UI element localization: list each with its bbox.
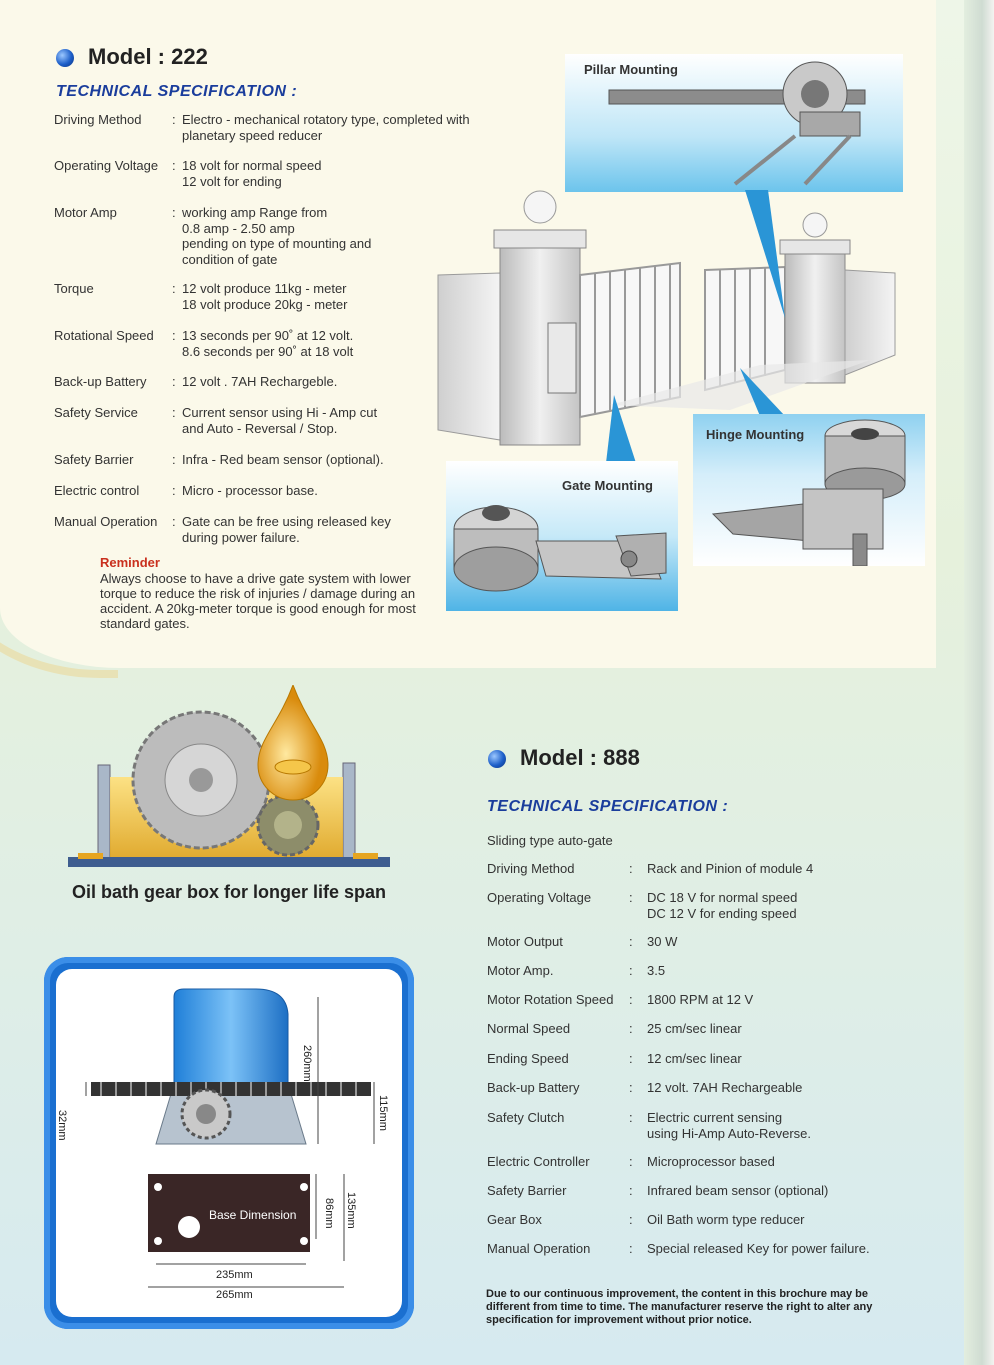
spec-value: Electric current sensing <box>647 1110 783 1125</box>
spec-label: Operating Voltage <box>487 890 592 905</box>
dim-32: 32mm <box>56 1110 68 1141</box>
spec-colon: : <box>629 1080 633 1095</box>
spec-label: Driving Method <box>487 861 575 876</box>
model-888-title-text: Model : 888 <box>520 745 640 770</box>
spec-colon: : <box>629 934 633 949</box>
dim-235: 235mm <box>216 1269 253 1281</box>
spec-label: Back-up Battery <box>54 374 147 389</box>
spec-colon: : <box>172 405 176 420</box>
spec-label: Rotational Speed <box>54 328 154 343</box>
spec-label: Safety Clutch <box>487 1110 565 1125</box>
reminder-title: Reminder <box>100 555 160 570</box>
spec-label: Normal Speed <box>487 1021 571 1036</box>
spec-colon: : <box>172 483 176 498</box>
dimension-diagram <box>56 969 402 1317</box>
spec-value: and Auto - Reversal / Stop. <box>182 420 338 436</box>
spec-value: 0.8 amp - 2.50 amp <box>182 220 295 236</box>
spec-colon: : <box>172 158 176 173</box>
spec-value: DC 18 V for normal speed <box>647 890 798 905</box>
gate-callout-pointer <box>596 395 656 465</box>
spec-value: 12 volt for ending <box>182 173 282 189</box>
spec-value: 12 cm/sec linear <box>647 1051 742 1066</box>
model-888-title <box>488 745 640 771</box>
gate-mounting-label: Gate Mounting <box>562 478 653 493</box>
reminder-text: Always choose to have a drive gate system with lower torque to reduce the risk of injuries / damage during an accident. A 20kg-meter torque is good enough for most standard gates. <box>100 571 416 631</box>
model-222-spec-heading: TECHNICAL SPECIFICATION : <box>56 83 298 100</box>
spec-colon: : <box>629 861 633 876</box>
spec-label: Driving Method <box>54 112 142 127</box>
spec-label: Electric control <box>54 483 140 498</box>
spec-value: 30 W <box>647 934 678 949</box>
spec-value: using Hi-Amp Auto-Reverse. <box>647 1125 812 1141</box>
spec-value: Microprocessor based <box>647 1154 775 1169</box>
pillar-mounting-image <box>565 54 903 192</box>
spec-value: Micro - processor base. <box>182 483 318 498</box>
spec-value: 18 volt produce 20kg - meter <box>182 296 348 312</box>
dim-135: 135mm <box>345 1192 357 1229</box>
dim-265: 265mm <box>216 1289 253 1301</box>
spec-label: Manual Operation <box>487 1241 591 1256</box>
spec-colon: : <box>172 112 176 127</box>
hinge-mounting-label: Hinge Mounting <box>706 427 805 442</box>
spec-value: Electro - mechanical rotatory type, completed with <box>182 112 470 127</box>
spec-colon: : <box>172 205 176 220</box>
spec-value: 12 volt. 7AH Rechargeable <box>647 1080 803 1095</box>
spec-value: Oil Bath worm type reducer <box>647 1212 805 1227</box>
spec-colon: : <box>629 1110 633 1125</box>
spec-value: Rack and Pinion of module 4 <box>647 861 814 876</box>
pillar-mounting-label: Pillar Mounting <box>584 62 678 77</box>
sliding-type-label: Sliding type auto-gate <box>487 833 613 848</box>
spec-colon: : <box>172 374 176 389</box>
spec-colon: : <box>629 1183 633 1198</box>
spec-value: 13 seconds per 90˚ at 12 volt. <box>182 328 354 343</box>
hinge-callout-pointer <box>740 368 790 418</box>
spec-label: Gear Box <box>487 1212 542 1227</box>
spec-label: Ending Speed <box>487 1051 569 1066</box>
spec-colon: : <box>629 1241 633 1256</box>
spec-value: 12 volt produce 11kg - meter <box>182 281 347 296</box>
spec-colon: : <box>172 328 176 343</box>
spec-colon: : <box>629 1021 633 1036</box>
model-888-spec-heading: TECHNICAL SPECIFICATION : <box>487 798 729 815</box>
spec-colon: : <box>629 963 633 978</box>
spec-label: Torque <box>54 281 94 296</box>
spec-value: Special released Key for power failure. <box>647 1241 870 1256</box>
spec-colon: : <box>629 1154 633 1169</box>
spec-colon: : <box>629 890 633 905</box>
spec-value: pending on type of mounting and <box>182 236 372 251</box>
spec-value: Infrared beam sensor (optional) <box>647 1183 829 1198</box>
oil-bath-gearbox-illustration <box>68 685 393 875</box>
oil-bath-caption: Oil bath gear box for longer life span <box>72 882 387 902</box>
bullet-icon <box>56 49 74 67</box>
spec-value: Infra - Red beam sensor (optional). <box>182 452 384 467</box>
spec-label: Safety Service <box>54 405 138 420</box>
dim-115: 115mm <box>377 1095 389 1131</box>
spec-value: during power failure. <box>182 529 300 545</box>
spec-value: Gate can be free using released key <box>182 514 391 529</box>
spec-colon: : <box>629 1051 633 1066</box>
spec-value: 8.6 seconds per 90˚ at 18 volt <box>182 343 354 359</box>
spec-colon: : <box>172 514 176 529</box>
spec-label: Operating Voltage <box>54 158 159 173</box>
spec-value: 12 volt . 7AH Rechargeble. <box>182 374 338 389</box>
spec-value: planetary speed reducer <box>182 127 323 143</box>
spec-value: 1800 RPM at 12 V <box>647 992 754 1007</box>
brochure-footnote: Due to our continuous improvement, the content in this brochure may be different from time to time. The manufacturer reserve the right to alter any specification for improvement without prior notice. <box>486 1288 873 1326</box>
spec-value: 3.5 <box>647 963 666 978</box>
spec-label: Motor Amp <box>54 205 117 220</box>
hinge-mounting-image <box>693 414 925 566</box>
base-dimension-label: Base Dimension <box>209 1208 297 1222</box>
spec-value: DC 12 V for ending speed <box>647 905 797 921</box>
spec-label: Back-up Battery <box>487 1080 580 1095</box>
spec-value: Current sensor using Hi - Amp cut <box>182 405 378 420</box>
spec-label: Manual Operation <box>54 514 158 529</box>
model-222-title-text: Model : 222 <box>88 44 208 69</box>
spec-colon: : <box>629 992 633 1007</box>
pillar-callout-pointer <box>740 190 800 320</box>
spec-label: Motor Output <box>487 934 563 949</box>
spec-colon: : <box>629 1212 633 1227</box>
spec-value: 18 volt for normal speed <box>182 158 322 173</box>
spec-value: condition of gate <box>182 251 278 267</box>
spec-colon: : <box>172 281 176 296</box>
spec-label: Safety Barrier <box>487 1183 567 1198</box>
page-edge <box>964 0 994 1365</box>
spec-value: 25 cm/sec linear <box>647 1021 742 1036</box>
spec-label: Electric Controller <box>487 1154 590 1169</box>
dim-260: 260mm <box>301 1045 313 1082</box>
spec-label: Safety Barrier <box>54 452 134 467</box>
spec-colon: : <box>172 452 176 467</box>
gate-mounting-image <box>446 461 678 611</box>
spec-value: working amp Range from <box>182 205 328 220</box>
spec-label: Motor Amp. <box>487 963 554 978</box>
dim-86: 86mm <box>323 1198 335 1229</box>
bullet-icon <box>488 750 506 768</box>
model-222-title <box>56 44 208 70</box>
spec-label: Motor Rotation Speed <box>487 992 614 1007</box>
